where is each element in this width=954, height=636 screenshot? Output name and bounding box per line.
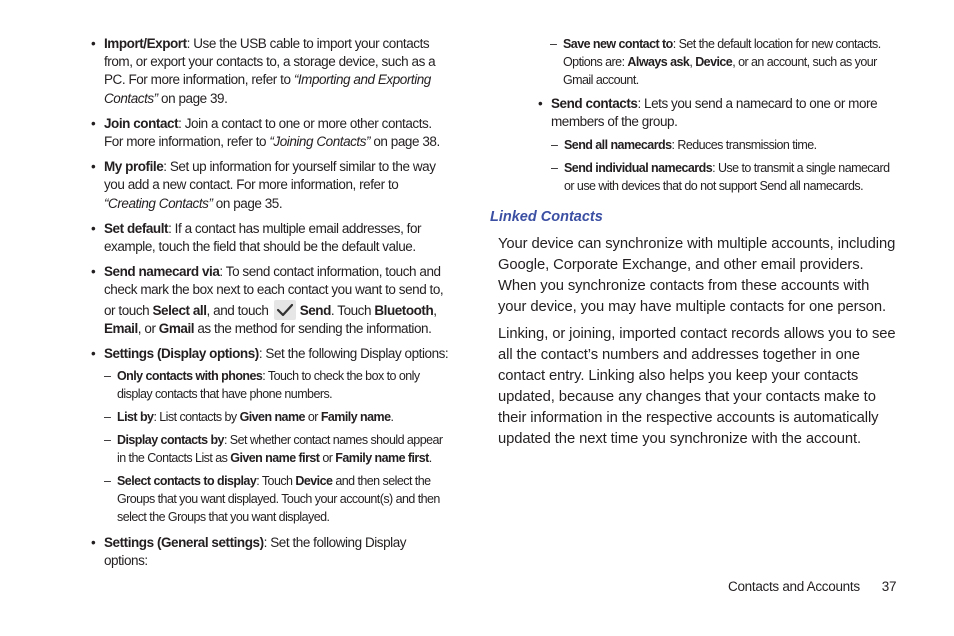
bullet-glyph: • [91,346,96,362]
bullet-glyph: • [91,220,96,236]
page-footer [728,579,896,594]
dash-glyph: – [551,138,558,153]
page-number: 37 [881,579,897,594]
dash-glyph: – [550,37,557,51]
body-paragraph-1: Your device can synchronize with multiple accounts, including Google, Corporate Exchange, and other email providers. When you synchronize contacts from these accounts with your device, you may have multiple contacts for one person. [498,236,896,316]
sub-item-send-all-namecards: – Send all namecards: Reduces transmission time. [551,138,817,153]
cross-reference: “Joining Contacts” [269,134,371,150]
bullet-glyph: • [538,96,543,111]
bullet-glyph: • [91,159,96,175]
list-item-my-profile: • My profile: Set up information for yourself similar to the way you add a new contact. For more information, refer to “Creating Contacts” on page 35. [91,159,436,211]
sub-item-list-by: – List by: List contacts by Given name or Family name. [104,410,394,425]
body-paragraph-2: Linking, or joining, imported contact records allows you to see all the contact’s numbers and addresses together in one contact entry. Linking also helps you keep your contacts updated, because any changes that your contacts make to their information in the respective accounts is automatically updated the next time you synchronize with the account. [498,326,896,448]
sub-item-display-contacts-by: – Display contacts by: Set whether contact names should appear in the Contacts List as Given name first or Family name first. [104,433,443,466]
sub-item-only-contacts-with-phones: – Only contacts with phones: Touch to check the box to only display contacts that have phone numbers. [104,369,420,402]
list-item-import-export: • Import/Export: Use the USB cable to import your contacts from, or export your contacts to, a storage device, such as a PC. For more information, refer to “Importing and Exporting Contacts” on page 39. [91,36,436,106]
dash-glyph: – [104,433,111,448]
cross-reference: “Creating Contacts” [104,195,213,211]
sub-item-select-contacts-to-display: – Select contacts to display: Touch Device and then select the Groups that you want displayed. Touch your account(s) and then select the Groups that you want displayed. [104,474,440,525]
list-item-set-default: • Set default: If a contact has multiple email addresses, for example, touch the field that should be the default value. [91,220,422,255]
list-item-send-namecard: • Send namecard via: To send contact information, touch and check mark the box next to each contact you want to send to, or touch Select all, and touch Send. Touch Bluetooth, Email, or Gmail as the method for sending the information. [91,264,444,336]
list-item-send-contacts: • Send contacts: Lets you send a namecard to one or more members of the group. [538,96,878,130]
cross-reference: “Importing and Exporting Contacts” [104,72,431,106]
dash-glyph: – [551,161,558,176]
section-heading: Linked Contacts [490,209,603,226]
dash-glyph: – [104,474,111,489]
list-item-join-contact: • Join contact: Join a contact to one or more other contacts. For more information, refer to “Joining Contacts” on page 38. [91,115,440,150]
sub-item-save-new-contact-to: – Save new contact to: Set the default location for new contacts. Options are: Always ask, Device, or an account, such as your Gmail account. [550,37,881,87]
dash-glyph: – [104,369,111,384]
footer-section-title: Contacts and Accounts [728,579,860,594]
bullet-glyph: • [91,264,96,280]
bullet-glyph: • [91,535,96,551]
check-icon [274,300,296,320]
dash-glyph: – [104,410,111,425]
continued-list [550,35,895,89]
continued-list-2 [537,95,895,195]
right-column [490,35,900,456]
left-column [90,35,452,578]
sub-item-send-individual-namecards: – Send individual namecards: Use to transmit a single namecard or use with devices that do not support Send all namecards. [551,161,890,194]
list-item-display-options: • Settings (Display options): Set the following Display options: [90,345,452,363]
list-item-general-settings: • Settings (General settings): Set the following Display options: [91,535,407,569]
bullet-glyph: • [91,115,96,131]
bullet-glyph: • [91,36,96,51]
